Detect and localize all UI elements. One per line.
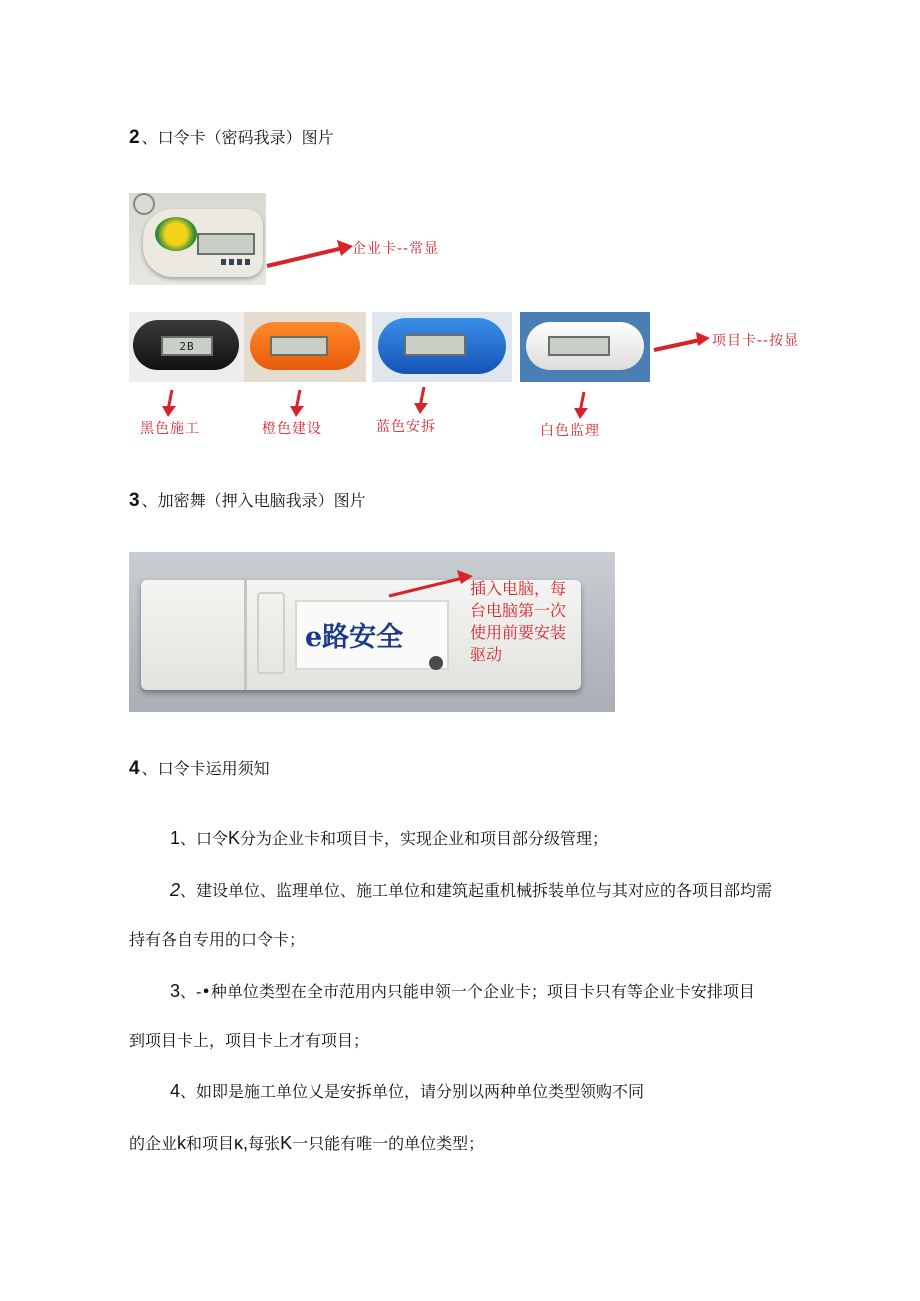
section-title: 、加密舞（押入电脑我录）图片 <box>141 491 366 510</box>
section-number: 4 <box>129 758 140 779</box>
project-card-photo-orange <box>244 312 366 382</box>
rule-text: 、-•种单位类型在全市范用内只能申领一个企业卡；项目卡只有等企业卡安排项目 <box>180 982 755 1001</box>
card-caption-orange: 橙色建设 <box>262 421 322 437</box>
rule-3-continued: 到项目卡上，项目卡上才有项目； <box>129 1031 370 1050</box>
arrow-down-icon <box>412 385 432 415</box>
lcd-display <box>197 233 255 255</box>
arrow-down-icon <box>572 390 592 420</box>
cap-seam <box>244 580 247 690</box>
project-card-label: 项目卡--按显 <box>712 333 800 349</box>
rule-number: 4 <box>170 1081 181 1101</box>
lcd-display <box>404 334 466 356</box>
rule-letter: κ, <box>234 1133 249 1153</box>
rule-text: 的企业 <box>129 1134 178 1153</box>
enterprise-card-photo <box>129 193 266 285</box>
button-row <box>221 259 253 265</box>
keyring-icon <box>133 193 155 215</box>
section-number: 2 <box>129 127 140 148</box>
card-caption-white: 白色监理 <box>540 423 600 439</box>
section-heading-3 <box>129 491 366 511</box>
install-note <box>470 578 566 666</box>
card-caption-blue: 蓝色安拆 <box>376 419 436 435</box>
project-card-photo-blue <box>372 312 512 382</box>
logo-icon <box>155 217 197 251</box>
section-number: 3 <box>129 490 140 511</box>
rule-4-continued <box>129 1133 484 1154</box>
rule-letter: k <box>177 1133 187 1153</box>
usb-key-photo <box>129 552 615 712</box>
note-line: 驱动 <box>470 645 503 664</box>
arrow-icon <box>387 570 477 600</box>
project-card-photo-white <box>520 312 650 382</box>
rule-letter: K <box>228 828 241 848</box>
arrow-icon <box>265 238 355 270</box>
note-line: 使用前要安装 <box>470 623 567 642</box>
arrow-icon <box>652 330 712 354</box>
rule-number: 2 <box>170 880 181 900</box>
brand-label: e路安全 <box>305 622 404 653</box>
project-card-photo-black <box>129 312 244 382</box>
rule-1 <box>170 828 608 849</box>
note-line: 台电脑第一次 <box>470 601 567 620</box>
rule-3 <box>170 981 755 1002</box>
rule-number: 3 <box>170 981 181 1001</box>
lanyard-hole <box>429 656 443 670</box>
lcd-display <box>270 336 328 356</box>
rule-text: 分为企业卡和项目卡，实现企业和项目部分级管理； <box>240 829 609 848</box>
rule-text: 、口令 <box>180 829 229 848</box>
rule-4 <box>170 1081 644 1102</box>
rule-2-continued: 持有各自专用的口令卡； <box>129 930 306 949</box>
card-caption-black: 黑色施工 <box>140 421 200 437</box>
lcd-display: 2B <box>161 336 213 356</box>
rule-text: 、如即是施工单位乂是安拆单位，请分别以两种单位类型领购不同 <box>180 1082 645 1101</box>
slide-groove <box>257 592 285 674</box>
rule-letter: K <box>280 1133 293 1153</box>
rule-2 <box>170 880 772 901</box>
rule-text: 一只能有唯一的单位类型； <box>292 1134 485 1153</box>
arrow-down-icon <box>288 388 308 418</box>
rule-text: 和项目 <box>186 1134 235 1153</box>
section-heading-4 <box>129 759 270 779</box>
section-title: 、口令卡（密码我录）图片 <box>141 128 334 147</box>
lcd-display <box>548 336 610 356</box>
enterprise-card-label: 企业卡--常显 <box>352 241 440 257</box>
arrow-down-icon <box>160 388 180 418</box>
section-heading-2 <box>129 128 334 148</box>
note-line: 插入电脑，每 <box>470 579 567 598</box>
rule-text: 、建设单位、监理单位、施工单位和建筑起重机械拆装单位与其对应的各项目部均需 <box>180 881 773 900</box>
rule-text: 每张 <box>248 1134 281 1153</box>
rule-number: 1 <box>170 828 181 848</box>
section-title: 、口令卡运用须知 <box>141 759 270 778</box>
